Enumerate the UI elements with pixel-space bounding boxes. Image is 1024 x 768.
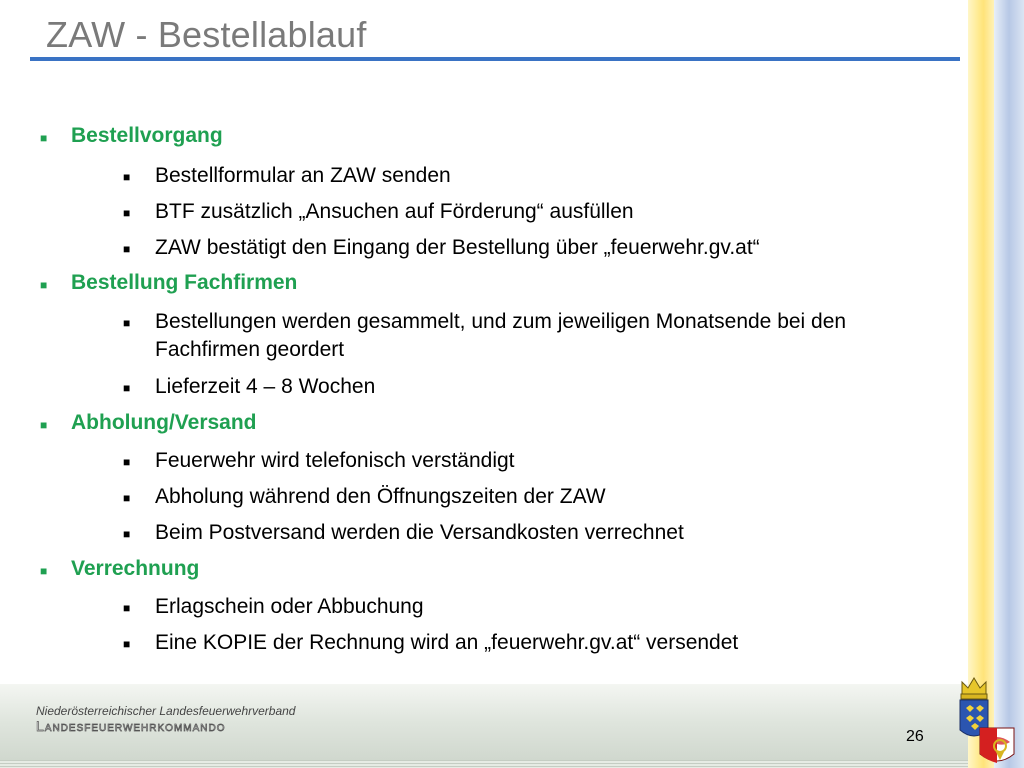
section-heading: Bestellvorgang (71, 124, 223, 147)
square-bullet-icon: ■ (123, 316, 131, 330)
list-item: Beim Postversand werden die Versandkosten verrechnet (155, 521, 684, 544)
square-bullet-icon: ■ (123, 491, 131, 505)
square-bullet-icon: ■ (40, 131, 48, 145)
square-bullet-icon: ■ (40, 278, 48, 292)
footer-organization: Niederösterreichischer Landesfeuerwehrverband (36, 704, 296, 718)
square-bullet-icon: ■ (123, 381, 131, 395)
list-item: Lieferzeit 4 – 8 Wochen (155, 375, 376, 398)
page-number: 26 (906, 728, 924, 745)
side-stripe-yellow (968, 0, 994, 768)
list-item: Abholung während den Öffnungszeiten der ZAW (155, 485, 606, 508)
square-bullet-icon: ■ (123, 242, 131, 256)
list-item: Erlagschein oder Abbuchung (155, 595, 424, 618)
square-bullet-icon: ■ (123, 170, 131, 184)
square-bullet-icon: ■ (123, 637, 131, 651)
list-item: Bestellformular an ZAW senden (155, 164, 451, 187)
side-stripe-blue (994, 0, 1024, 768)
list-item: Eine KOPIE der Rechnung wird an „feuerwehr.gv.at“ versendet (155, 631, 739, 654)
footer-command: Landesfeuerwehrkommando (36, 718, 226, 734)
section-heading: Verrechnung (71, 557, 200, 580)
footer-stripes (0, 760, 968, 768)
square-bullet-icon: ■ (40, 564, 48, 578)
square-bullet-icon: ■ (123, 455, 131, 469)
list-item: Bestellungen werden gesammelt, und zum jeweiligen Monatsende bei den Fachfirmen geordert (155, 310, 847, 361)
page-title: ZAW - Bestellablauf (46, 14, 367, 55)
square-bullet-icon: ■ (123, 601, 131, 615)
section-heading: Bestellung Fachfirmen (71, 271, 298, 294)
list-item: Feuerwehr wird telefonisch verständigt (155, 449, 515, 472)
square-bullet-icon: ■ (123, 206, 131, 220)
list-item: ZAW bestätigt den Eingang der Bestellung über „feuerwehr.gv.at“ (155, 236, 760, 259)
fire-brigade-crest-icon (944, 672, 1020, 768)
square-bullet-icon: ■ (40, 418, 48, 432)
section-heading: Abholung/Versand (71, 411, 257, 434)
square-bullet-icon: ■ (123, 527, 131, 541)
list-item: BTF zusätzlich „Ansuchen auf Förderung“ ausfüllen (155, 200, 634, 223)
title-divider (30, 57, 960, 61)
